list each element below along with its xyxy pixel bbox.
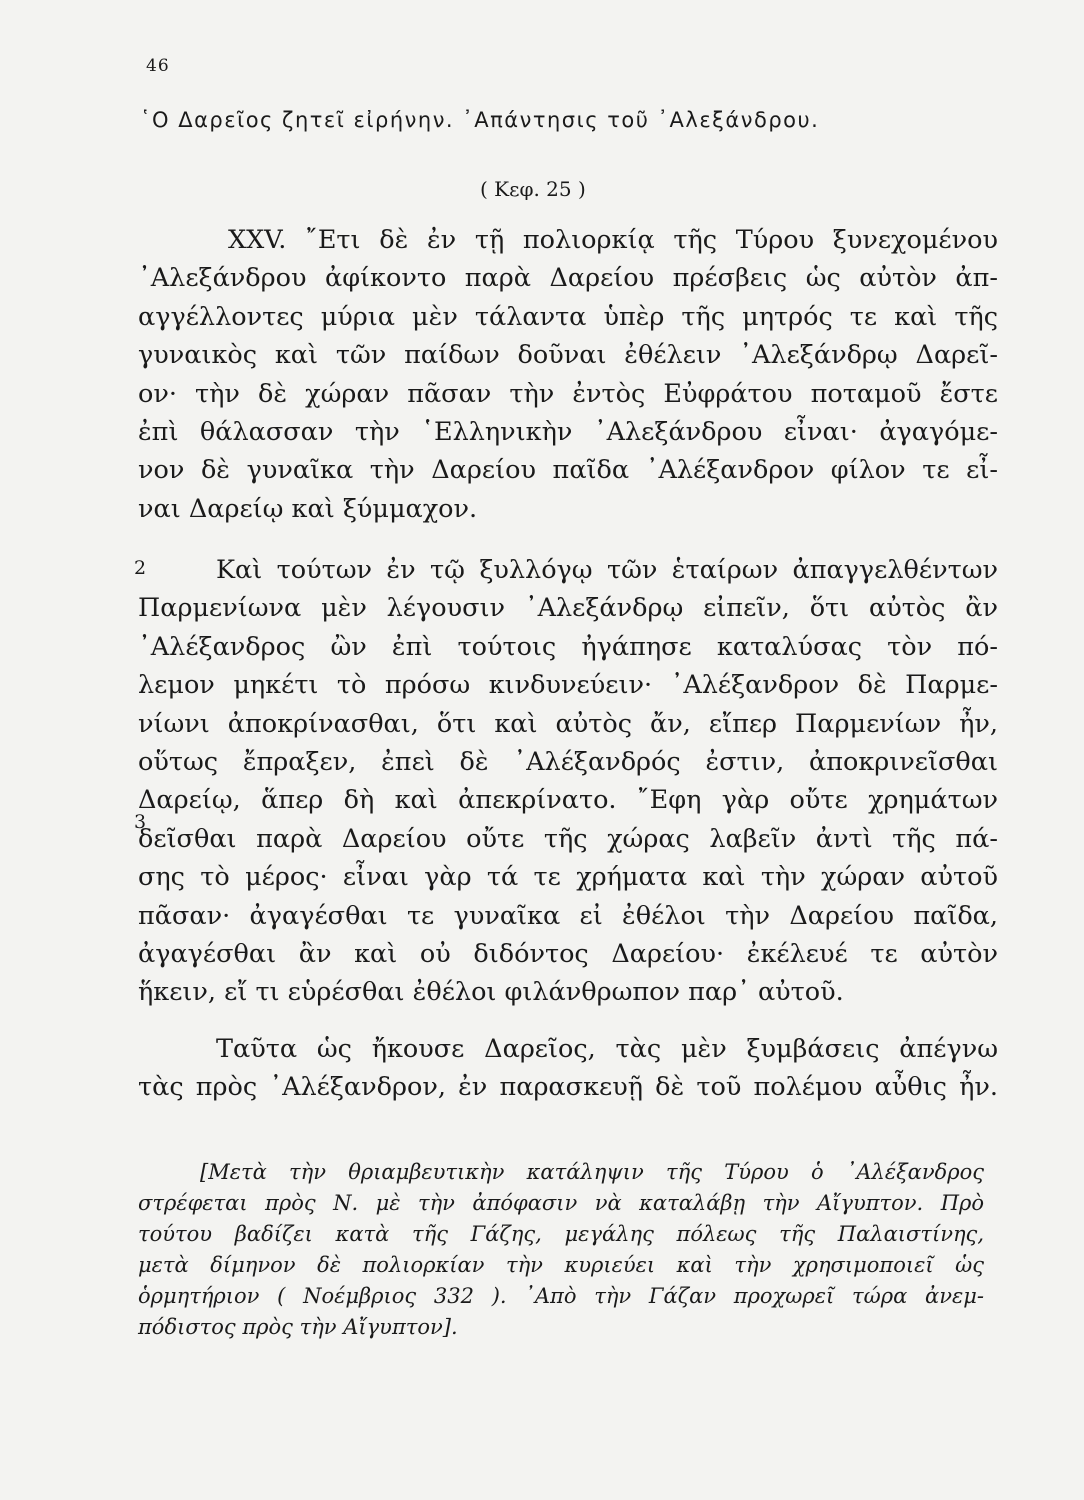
note-line: μετὰ δίμηνον δὲ πολιορκίαν τὴν κυριεύει καὶ τὴν χρησιμοποιεῖ ὡς bbox=[138, 1253, 984, 1277]
text-line: ον· τὴν δὲ χώραν πᾶσαν τὴν ἐντὸς Εὐφράτου ποταμοῦ ἔστε bbox=[138, 378, 998, 409]
note-line: τούτου βαδίζει κατὰ τῆς Γάζης, μεγάλης πόλεως τῆς Παλαιστίνης, bbox=[138, 1222, 984, 1246]
text-line: ᾿Αλέξανδρος ὢν ἐπὶ τούτοις ἠγάπησε καταλύσας τὸν πό- bbox=[138, 631, 998, 662]
text-line: πᾶσαν· ἀγαγέσθαι τε γυναῖκα εἰ ἐθέλοι τὴν Δαρείου παῖδα, bbox=[138, 900, 998, 931]
margin-section-number: 3 bbox=[134, 811, 147, 833]
page-number: 46 bbox=[146, 56, 170, 76]
text-line: ᾿Αλεξάνδρου ἀφίκοντο παρὰ Δαρείου πρέσβεις ὡς αὐτὸν ἀπ- bbox=[138, 263, 998, 294]
text-line: Παρμενίωνα μὲν λέγουσιν ᾿Αλεξάνδρῳ εἰπεῖν, ὅτι αὐτὸς ἂν bbox=[138, 593, 998, 624]
chapter-reference: ( Κεφ. 25 ) bbox=[480, 177, 586, 201]
text-line: τὰς πρὸς ᾿Αλέξανδρον, ἐν παρασκευῇ δὲ τοῦ πολέμου αὖθις ἦν. bbox=[138, 1072, 998, 1103]
text-line: νον δὲ γυναῖκα τὴν Δαρείου παῖδα ᾿Αλέξανδρον φίλον τε εἶ- bbox=[138, 455, 998, 486]
text-line: XXV. ῎Ετι δὲ ἐν τῇ πολιορκίᾳ τῆς Τύρου ξυνεχομένου bbox=[228, 225, 998, 255]
text-line: Δαρείῳ, ἅπερ δὴ καὶ ἀπεκρίνατο. ῎Εφη γὰρ οὔτε χρημάτων bbox=[138, 785, 998, 816]
text-line: σης τὸ μέρος· εἶναι γὰρ τά τε χρήματα καὶ τὴν χώραν αὐτοῦ bbox=[138, 862, 998, 893]
text-line: νίωνι ἀποκρίνασθαι, ὅτι καὶ αὐτὸς ἄν, εἴπερ Παρμενίων ἦν, bbox=[138, 708, 998, 739]
note-line: πόδιστος πρὸς τὴν Αἴγυπτον]. bbox=[138, 1315, 458, 1339]
text-line: ναι Δαρείῳ καὶ ξύμμαχον. bbox=[138, 493, 478, 524]
section-heading: ῾Ο Δαρεῖος ζητεῖ εἰρήνην. ᾿Απάντησις τοῦ ᾿Αλεξάνδρου. bbox=[140, 108, 820, 132]
text-line: γυναικὸς καὶ τῶν παίδων δοῦναι ἐθέλειν ᾿Αλεξάνδρῳ Δαρεῖ- bbox=[138, 340, 998, 371]
paragraph-1 bbox=[138, 221, 998, 528]
text-line: ἐπὶ θάλασσαν τὴν ῾Ελληνικὴν ᾿Αλεξάνδρου εἶναι· ἀγαγόμε- bbox=[138, 416, 998, 447]
text-line: Ταῦτα ὡς ἤκουσε Δαρεῖος, τὰς μὲν ξυμβάσεις ἀπέγνω bbox=[216, 1034, 998, 1064]
text-line: οὕτως ἔπραξεν, ἐπεὶ δὲ ᾿Αλέξανδρός ἐστιν, ἀποκρινεῖσθαι bbox=[138, 746, 998, 777]
text-line: λεμον μηκέτι τὸ πρόσω κινδυνεύειν· ᾿Αλέξανδρον δὲ Παρμε- bbox=[138, 670, 998, 701]
text-line: ἥκειν, εἴ τι εὑρέσθαι ἐθέλοι φιλάνθρωπον παρ᾿ αὐτοῦ. bbox=[138, 977, 844, 1008]
note-line: στρέφεται πρὸς Ν. μὲ τὴν ἀπόφασιν νὰ καταλάβῃ τὴν Αἴγυπτον. Πρὸ bbox=[138, 1191, 984, 1215]
text-line: Καὶ τούτων ἐν τῷ ξυλλόγῳ τῶν ἑταίρων ἀπαγγελθέντων bbox=[216, 555, 998, 585]
text-line: δεῖσθαι παρὰ Δαρείου οὔτε τῆς χώρας λαβεῖν ἀντὶ τῆς πά- bbox=[138, 823, 998, 854]
margin-section-number: 2 bbox=[134, 557, 147, 579]
paragraph-2 bbox=[138, 551, 998, 1012]
note-line: ὁρμητήριον ( Νοέμβριος 332 ). ᾿Απὸ τὴν Γάζαν προχωρεῖ τώρα ἀνεμ- bbox=[138, 1284, 984, 1308]
note-line: [Μετὰ τὴν θριαμβευτικὴν κατάληψιν τῆς Τύρου ὁ ᾿Αλέξανδρος bbox=[200, 1160, 984, 1184]
editorial-note bbox=[138, 1157, 984, 1343]
text-line: αγγέλλοντες μύρια μὲν τάλαντα ὑπὲρ τῆς μητρός τε καὶ τῆς bbox=[138, 301, 998, 332]
paragraph-3 bbox=[138, 1030, 998, 1107]
text-line: ἀγαγέσθαι ἂν καὶ οὐ διδόντος Δαρείου· ἐκέλευέ τε αὐτὸν bbox=[138, 938, 998, 969]
